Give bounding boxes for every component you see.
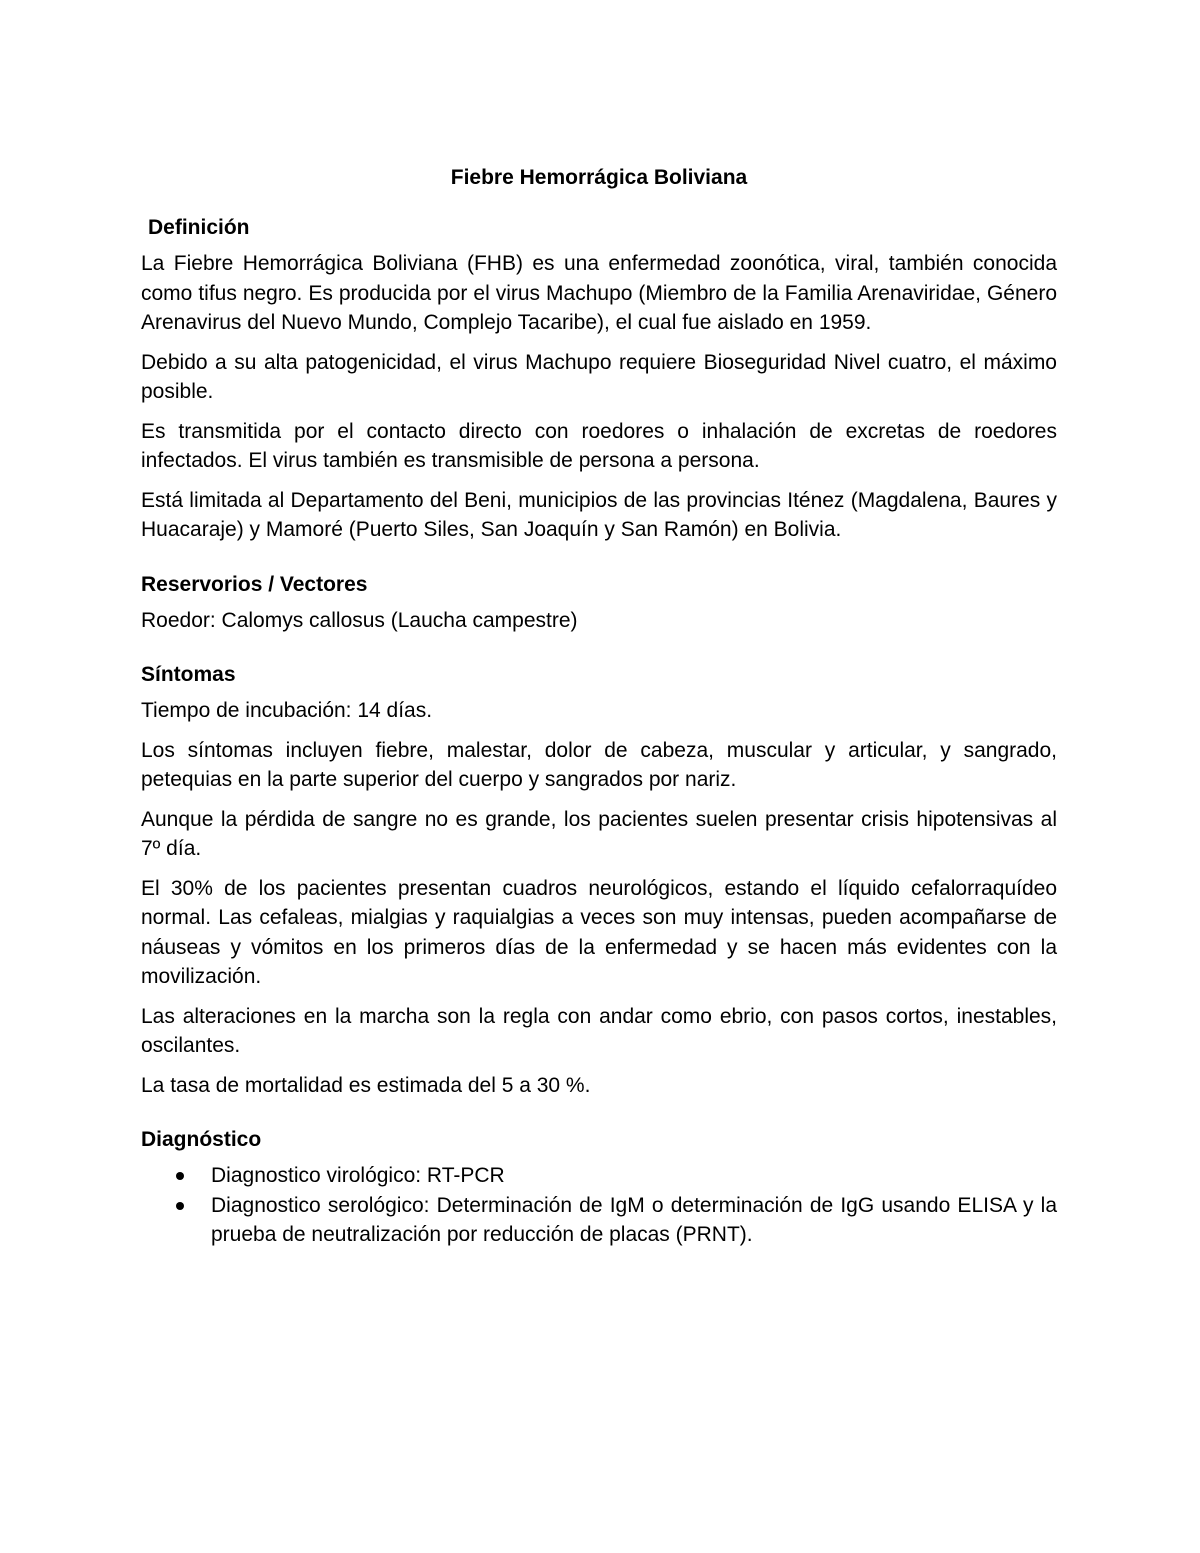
bullet-icon bbox=[176, 1172, 184, 1180]
paragraph: Tiempo de incubación: 14 días. bbox=[141, 699, 433, 722]
heading-reservorios: Reservorios / Vectores bbox=[141, 572, 368, 596]
list-item-text: Diagnostico serológico: Determinación de IgM o determinación de IgG usando ELISA y la prueba de neutralización por reducción de placas (PRNT). bbox=[211, 1193, 1057, 1246]
paragraph: La Fiebre Hemorrágica Boliviana (FHB) es una enfermedad zoonótica, viral, también conocida como tifus negro. Es producida por el virus Machupo (Miembro de la Familia Arenaviridae, Género Arenavirus del Nuevo Mundo, Complejo Tacaribe), el cual fue aislado en 1959. bbox=[141, 252, 1057, 334]
document-title: Fiebre Hemorrágica Boliviana bbox=[450, 166, 748, 189]
paragraph: Es transmitida por el contacto directo con roedores o inhalación de excretas de roedores infectados. El virus también es transmisible de persona a persona. bbox=[141, 419, 1057, 472]
list-item bbox=[141, 1161, 1057, 1191]
diagnostico-list bbox=[141, 1161, 1057, 1250]
list-item-text: Diagnostico virológico: RT-PCR bbox=[211, 1164, 505, 1187]
bullet-icon bbox=[176, 1202, 184, 1210]
paragraph: Las alteraciones en la marcha son la regla con andar como ebrio, con pasos cortos, inestables, oscilantes. bbox=[141, 1004, 1057, 1057]
paragraph: Debido a su alta patogenicidad, el virus Machupo requiere Bioseguridad Nivel cuatro, el máximo posible. bbox=[141, 350, 1057, 403]
paragraph: Roedor: Calomys callosus (Laucha campestre) bbox=[141, 608, 578, 632]
document-content bbox=[141, 163, 1057, 1250]
paragraph: Los síntomas incluyen fiebre, malestar, dolor de cabeza, muscular y articular, y sangrado, petequias en la parte superior del cuerpo y sangrados por nariz. bbox=[141, 738, 1057, 791]
paragraph: Aunque la pérdida de sangre no es grande, los pacientes suelen presentar crisis hipotensivas al 7º día. bbox=[141, 807, 1057, 860]
heading-sintomas: Síntomas bbox=[141, 663, 236, 686]
heading-diagnostico: Diagnóstico bbox=[141, 1128, 262, 1151]
paragraph: La tasa de mortalidad es estimada del 5 a 30 %. bbox=[141, 1073, 591, 1097]
heading-definicion: Definición bbox=[148, 216, 250, 239]
paragraph: Está limitada al Departamento del Beni, municipios de las provincias Iténez (Magdalena, Baures y Huacaraje) y Mamoré (Puerto Siles, San Joaquín y San Ramón) en Bolivia. bbox=[141, 488, 1057, 541]
paragraph: El 30% de los pacientes presentan cuadros neurológicos, estando el líquido cefalorraquídeo normal. Las cefaleas, mialgias y raquialgias a veces son muy intensas, pueden acompañarse de náuseas y vómitos en los primeros días de la enfermedad y se hacen más evidentes con la movilización. bbox=[141, 876, 1057, 988]
list-item bbox=[141, 1191, 1057, 1250]
